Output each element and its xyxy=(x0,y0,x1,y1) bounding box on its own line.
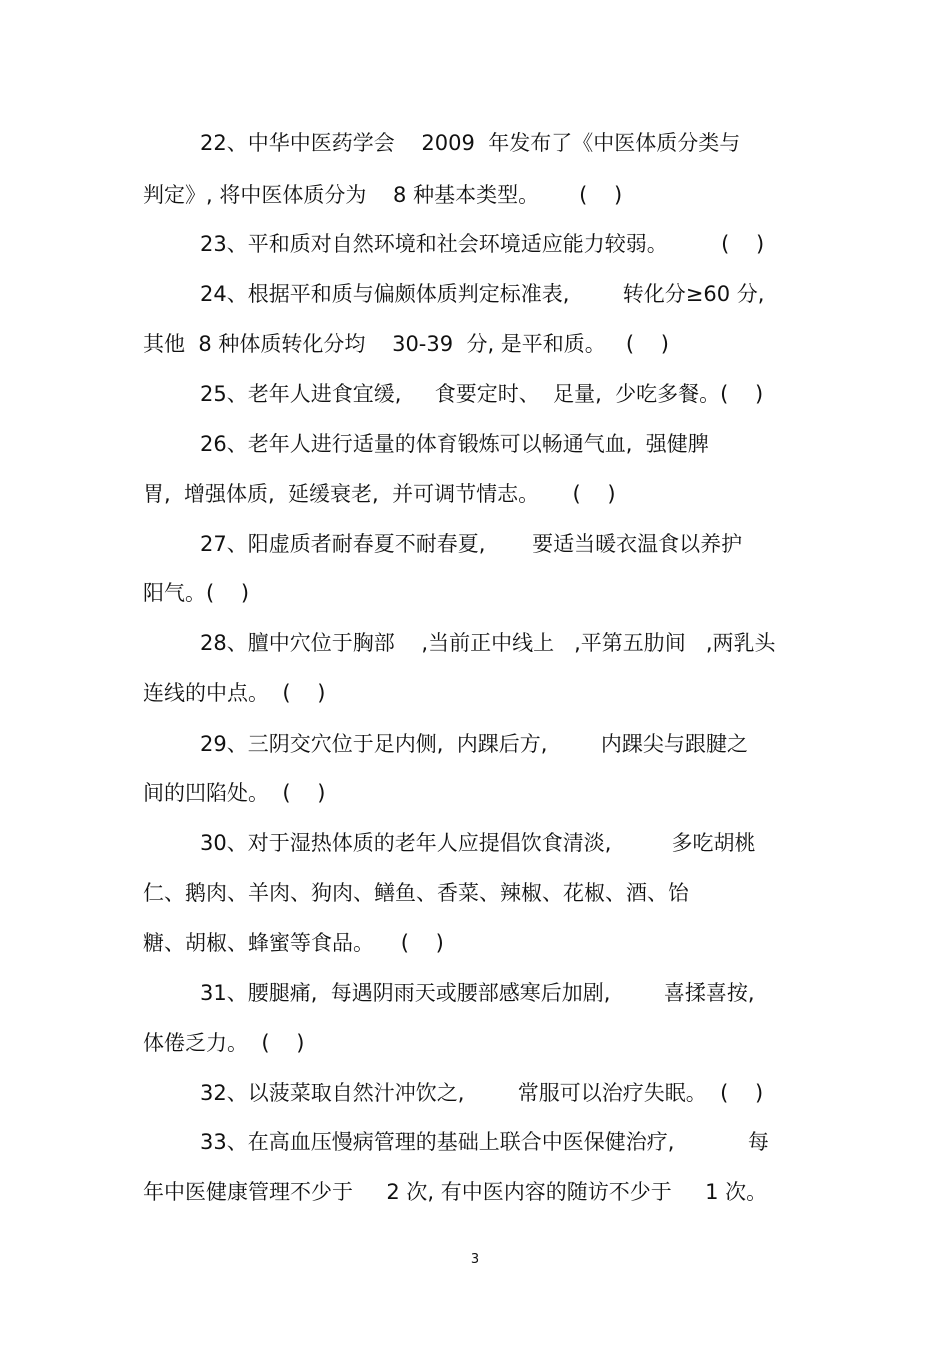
text-line-20: 32、以菠菜取自然汁冲饮之, 常服可以治疗失眠。 ( ) xyxy=(200,1081,764,1105)
text-line-9: 27、阳虚质者耐春夏不耐春夏, 要适当暖衣温食以养护 xyxy=(200,532,743,556)
text-line-2: 判定》, 将中医体质分为 8 种基本类型。 ( ) xyxy=(143,183,623,207)
text-line-4: 24、根据平和质与偏颇体质判定标准表, 转化分≥60 分, xyxy=(200,282,765,306)
text-line-7: 26、老年人进行适量的体育锻炼可以畅通气血, 强健脾 xyxy=(200,432,709,456)
text-line-8: 胃, 增强体质, 延缓衰老, 并可调节情志。 ( ) xyxy=(143,482,616,506)
text-line-14: 间的凹陷处。 ( ) xyxy=(143,781,326,805)
page-number: 3 xyxy=(470,1252,480,1267)
text-line-18: 31、腰腿痛, 每遇阴雨天或腰部感寒后加剧, 喜揉喜按, xyxy=(200,981,755,1005)
text-line-21: 33、在高血压慢病管理的基础上联合中医保健治疗, 每 xyxy=(200,1130,769,1154)
text-line-3: 23、平和质对自然环境和社会环境适应能力较弱。 ( ) xyxy=(200,232,765,256)
text-line-17: 糖、胡椒、蜂蜜等食品。 ( ) xyxy=(143,931,444,955)
text-line-22: 年中医健康管理不少于 2 次, 有中医内容的随访不少于 1 次。 xyxy=(143,1180,768,1204)
text-line-19: 体倦乏力。 ( ) xyxy=(143,1031,305,1055)
text-line-12: 连线的中点。 ( ) xyxy=(143,681,326,705)
text-line-5: 其他 8 种体质转化分均 30-39 分, 是平和质。 ( ) xyxy=(143,332,669,356)
text-line-15: 30、对于湿热体质的老年人应提倡饮食清淡, 多吃胡桃 xyxy=(200,831,756,855)
text-line-6: 25、老年人进食宜缓, 食要定时、 足量, 少吃多餐。( ) xyxy=(200,382,764,406)
text-line-1: 22、中华中医药学会 2009 年发布了《中医体质分类与 xyxy=(200,131,741,155)
text-line-10: 阳气。( ) xyxy=(143,581,250,605)
text-line-16: 仁、鹅肉、羊肉、狗肉、鳝鱼、香菜、辣椒、花椒、酒、饴 xyxy=(143,881,689,905)
text-line-13: 29、三阴交穴位于足内侧, 内踝后方, 内踝尖与跟腱之 xyxy=(200,732,748,756)
text-line-11: 28、膻中穴位于胸部 ,当前正中线上 ,平第五肋间 ,两乳头 xyxy=(200,631,776,655)
